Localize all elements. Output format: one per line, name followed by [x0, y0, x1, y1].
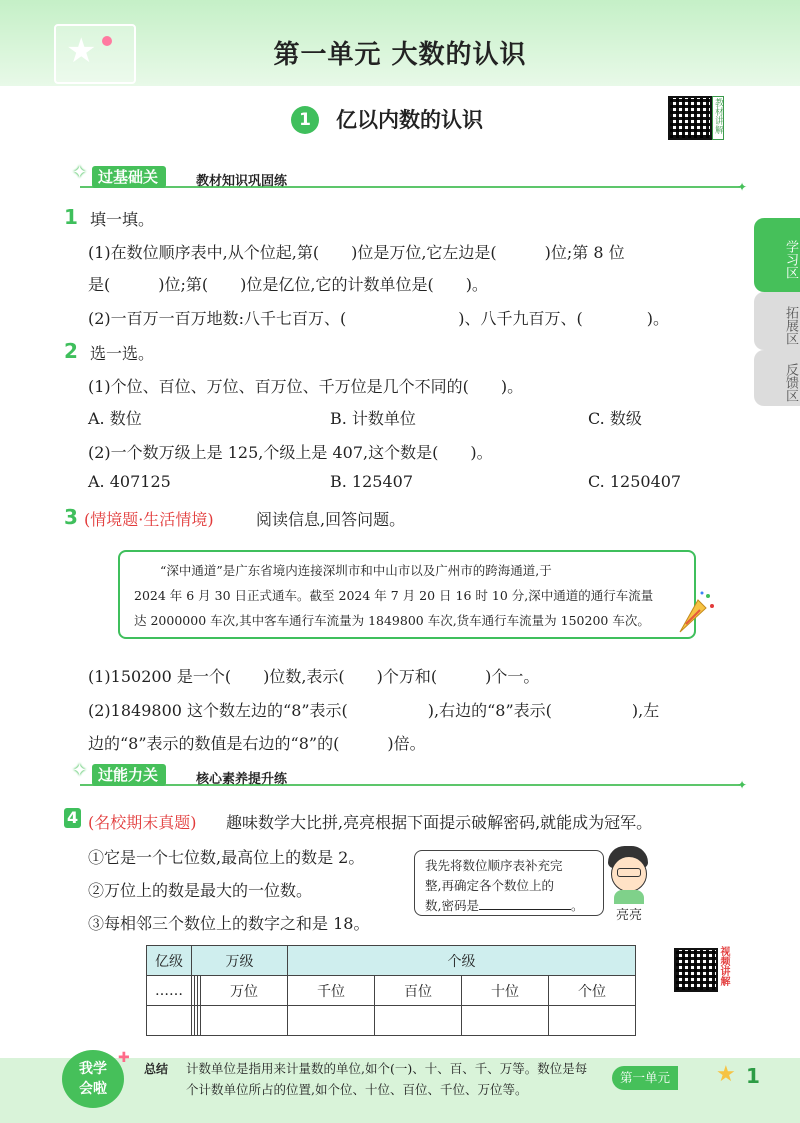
table-cell: ……: [147, 976, 192, 1006]
glasses-icon: [617, 868, 641, 877]
q3-answer1: (1)150200 是一个( )位数,表示( )个万和( )个一。: [88, 667, 540, 686]
bubble-line3-end: 。: [570, 898, 584, 913]
tab-study[interactable]: 学习区: [754, 218, 800, 292]
character-name: 亮亮: [616, 908, 643, 923]
table-cell: 万位: [201, 976, 288, 1006]
page-number: 1: [746, 1064, 760, 1088]
q2-part2: (2)一个数万级上是 125,个级上是 407,这个数是( )。: [88, 443, 493, 462]
place-value-table: [146, 945, 636, 1036]
section1-subtitle: 教材知识巩固练: [196, 174, 288, 189]
q1-line2: 是( )位;第( )位是亿位,它的计数单位是( )。: [88, 275, 488, 294]
q4-hint3: ③每相邻三个数位上的数字之和是 18。: [88, 914, 370, 933]
table-row-places: [147, 976, 636, 1006]
q2-part2-option-c[interactable]: C. 1250407: [588, 472, 682, 491]
q4-hint2: ②万位上的数是最大的一位数。: [88, 881, 313, 900]
q2-title: 选一选。: [90, 344, 155, 363]
tab-extend[interactable]: 拓展区: [754, 292, 800, 350]
q3-info-box: [118, 550, 696, 639]
table-cell: 十位: [462, 976, 549, 1006]
q2-part2-option-a[interactable]: A. 407125: [88, 472, 171, 491]
section1-rule: [80, 186, 740, 188]
table-cell: 百位: [375, 976, 462, 1006]
table-cell-answer[interactable]: [147, 1006, 192, 1036]
q3-tag: (情境题·生活情境): [84, 510, 214, 529]
footer-mascot-icon: ★: [716, 1062, 736, 1087]
party-popper-icon: [676, 590, 716, 636]
table-cell-wan-level: 万级: [192, 946, 288, 976]
section2-rule: [80, 784, 740, 786]
q4-hint1: ①它是一个七位数,最高位上的数是 2。: [88, 848, 365, 867]
q4-title: 趣味数学大比拼,亮亮根据下面提示破解密码,就能成为冠军。: [226, 813, 653, 832]
section1-badge: 过基础关: [92, 166, 166, 188]
section-end-star-icon: ✦: [737, 180, 748, 194]
q4-number: 4: [64, 808, 81, 828]
section-star-icon: ✦: [72, 760, 88, 781]
q2-part2-option-b[interactable]: B. 125407: [330, 472, 414, 491]
info-line-1: “深中通道”是广东省境内连接深圳市和中山市以及广州市的跨海通道,于: [160, 563, 552, 578]
bubble-line3-wrap: [425, 896, 593, 916]
table-cell: 个位: [549, 976, 636, 1006]
footer-label: 总结: [144, 1062, 169, 1076]
password-blank[interactable]: [479, 897, 571, 910]
tab-feedback[interactable]: 反馈区: [754, 350, 800, 406]
star-mascot-icon: ★: [66, 31, 97, 71]
q3-answer3: 边的“8”表示的数值是右边的“8”的( )倍。: [88, 734, 426, 753]
bubble-line2: 整,再确定各个数位上的: [425, 878, 554, 893]
footer-badge-text: 我学会啦: [79, 1061, 107, 1097]
info-line-2: 2024 年 6 月 30 日正式通车。截至 2024 年 7 月 20 日 16 时 10 分,深中通道的通行车流量: [134, 588, 654, 603]
table-cell-answer[interactable]: [288, 1006, 375, 1036]
section-star-icon: ✦: [72, 162, 88, 183]
q2-number: 2: [64, 339, 78, 363]
table-cell-yi-level: 亿级: [147, 946, 192, 976]
q3-title: 阅读信息,回答问题。: [256, 510, 406, 529]
boy-shirt: [614, 890, 644, 904]
q2-part1: (1)个位、百位、万位、百万位、千万位是几个不同的( )。: [88, 377, 524, 396]
speech-bubble: [414, 850, 604, 916]
q2-part1-option-c[interactable]: C. 数级: [588, 409, 642, 428]
chapter-title: 第一单元 大数的认识: [273, 40, 527, 70]
table-cell: 千位: [288, 976, 375, 1006]
table-row-answers: [147, 1006, 636, 1036]
footer-star-icon: ✚: [118, 1050, 130, 1066]
video-tag: 视频讲解: [718, 946, 729, 986]
lesson-title: 亿以内数的认识: [336, 108, 483, 132]
bubble-line1: 我先将数位顺序表补充完: [425, 858, 563, 873]
table-cell-answer[interactable]: [462, 1006, 549, 1036]
table-cell-ge-level: 个级: [288, 946, 636, 976]
q1-title: 填一填。: [90, 210, 155, 229]
table-cell-answer[interactable]: [375, 1006, 462, 1036]
table-cell-answer[interactable]: [549, 1006, 636, 1036]
table-row-levels: [147, 946, 636, 976]
q2-part1-option-a[interactable]: A. 数位: [88, 409, 142, 428]
q4-tag: (名校期末真题): [88, 813, 197, 832]
table-cell-answer[interactable]: [201, 1006, 288, 1036]
qr-code-icon[interactable]: [668, 96, 712, 140]
info-line-3: 达 2000000 车次,其中客车通行车流量为 1849800 车次,货车通行车流量为 150200 车次。: [134, 613, 650, 628]
q1-line1: (1)在数位顺序表中,从个位起,第( )位是万位,它左边是( )位;第 8 位: [88, 243, 625, 262]
q3-number: 3: [64, 505, 78, 529]
bubble-line3: 数,密码是: [425, 898, 479, 913]
q3-answer2: (2)1849800 这个数左边的“8”表示( ),右边的“8”表示( ),左: [88, 701, 660, 720]
section2-badge: 过能力关: [92, 764, 166, 786]
q1-line3: (2)一百万一百万地数:八千七百万、( )、八千九百万、( )。: [88, 309, 670, 328]
footer-badge: [62, 1050, 124, 1108]
lesson-number-badge: 1: [291, 106, 319, 134]
section2-subtitle: 核心素养提升练: [196, 772, 288, 787]
footer-unit: 第一单元: [612, 1066, 678, 1090]
footer-summary: 计数单位是指用来计量数的单位,如个(一)、十、百、千、万等。数位是每个计数单位所占的位置,如个位、十位、百位、千位、万位等。: [186, 1061, 588, 1097]
video-qr-code-icon[interactable]: [674, 948, 718, 992]
q1-number: 1: [64, 205, 78, 229]
qr-tag: 教材讲解: [712, 96, 724, 140]
q2-part1-option-b[interactable]: B. 计数单位: [330, 409, 416, 428]
section-end-star-icon: ✦: [737, 778, 748, 792]
